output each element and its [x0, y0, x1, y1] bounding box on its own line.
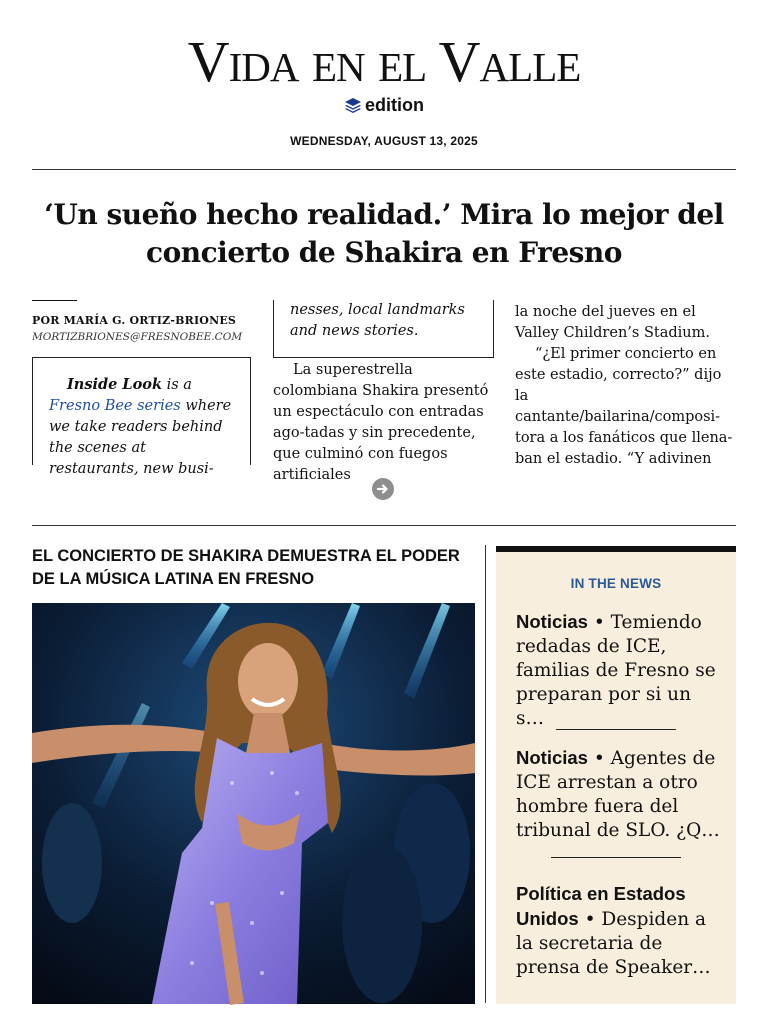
- article-paragraph: “¿El primer concierto en este estadio, correcto?” dijo la cantante/bailarina/composi-tora a los fanáticos que llena-ban el estadio. “Y adivinen: [515, 346, 733, 467]
- article-column-2: [273, 360, 494, 486]
- headline-line-1: ‘Un sueño hecho realidad.’ Mira lo mejor del: [44, 198, 724, 231]
- feature-headline[interactable]: EL CONCIERTO DE SHAKIRA DEMUESTRA EL PODER DE LA MÚSICA LATINA EN FRESNO: [32, 547, 460, 588]
- news-item[interactable]: Noticias • Temiendo redadas de ICE, familias de Fresno se preparan por si un s…: [516, 611, 716, 729]
- edition-badge: [0, 94, 768, 116]
- fresno-bee-series-link[interactable]: Fresno Bee series: [49, 398, 181, 414]
- news-text: Despiden a la secretaria de prensa de Speaker…: [516, 909, 711, 978]
- article-column-3: [515, 302, 737, 470]
- inside-look-continued-text: nesses, local landmarks and news stories.: [290, 302, 465, 339]
- masthead-divider: [32, 169, 736, 170]
- inside-look-text-2: where we take readers behind the scenes at restaurants, new busi-: [49, 398, 232, 477]
- in-the-news-heading: IN THE NEWS: [570, 576, 662, 591]
- inside-look-title: Inside Look: [67, 376, 162, 393]
- section-divider: [32, 525, 736, 526]
- news-text: Agentes de ICE arrestan a otro hombre fuera del tribunal de SLO. ¿Q…: [516, 748, 720, 841]
- news-kicker: Política en Estados Unidos: [516, 883, 686, 929]
- news-separator: [551, 857, 681, 858]
- news-kicker: Noticias: [516, 747, 588, 768]
- column-divider: [485, 545, 486, 1003]
- inside-look-box-continued: [273, 300, 494, 358]
- edition-layers-icon: [344, 96, 362, 114]
- issue-date: WEDNESDAY, AUGUST 13, 2025: [290, 134, 478, 148]
- article-paragraph: La superestrella colombiana Shakira presentó un espectáculo con entradas ago-tadas y sin precedente, que culminó con fuegos artificiales: [273, 362, 489, 483]
- next-page-button[interactable]: [372, 478, 394, 500]
- article-headline[interactable]: [40, 196, 728, 272]
- edition-label: edition: [365, 95, 424, 115]
- news-item[interactable]: Noticias • Agentes de ICE arrestan a otro hombre fuera del tribunal de SLO. ¿Q…: [516, 747, 720, 841]
- news-item[interactable]: Política en Estados Unidos • Despiden a la secretaria de prensa de Speaker…: [516, 883, 711, 978]
- masthead-logo[interactable]: Vida en el Valle: [187, 29, 581, 94]
- headline-line-2: concierto de Shakira en Fresno: [146, 236, 622, 269]
- concert-photo: [32, 603, 475, 1004]
- news-text: Temiendo redadas de ICE, familias de Fresno se preparan por si un s…: [516, 612, 716, 729]
- inside-look-box: [32, 357, 251, 477]
- in-the-news-panel: [496, 546, 736, 1004]
- article-paragraph: la noche del jueves en el Valley Children’s Stadium.: [515, 304, 710, 341]
- byline-rule: [32, 300, 77, 301]
- news-kicker: Noticias: [516, 611, 588, 632]
- inside-look-text: [49, 374, 236, 480]
- arrow-right-circle-icon: [376, 482, 390, 496]
- news-separator: [556, 729, 676, 730]
- feature-photo[interactable]: [32, 603, 475, 1004]
- author-email[interactable]: MORTIZBRIONES@FRESNOBEE.COM: [32, 331, 243, 343]
- inside-look-text-1: is a: [162, 377, 192, 393]
- byline: POR MARÍA G. ORTIZ-BRIONES: [32, 314, 237, 327]
